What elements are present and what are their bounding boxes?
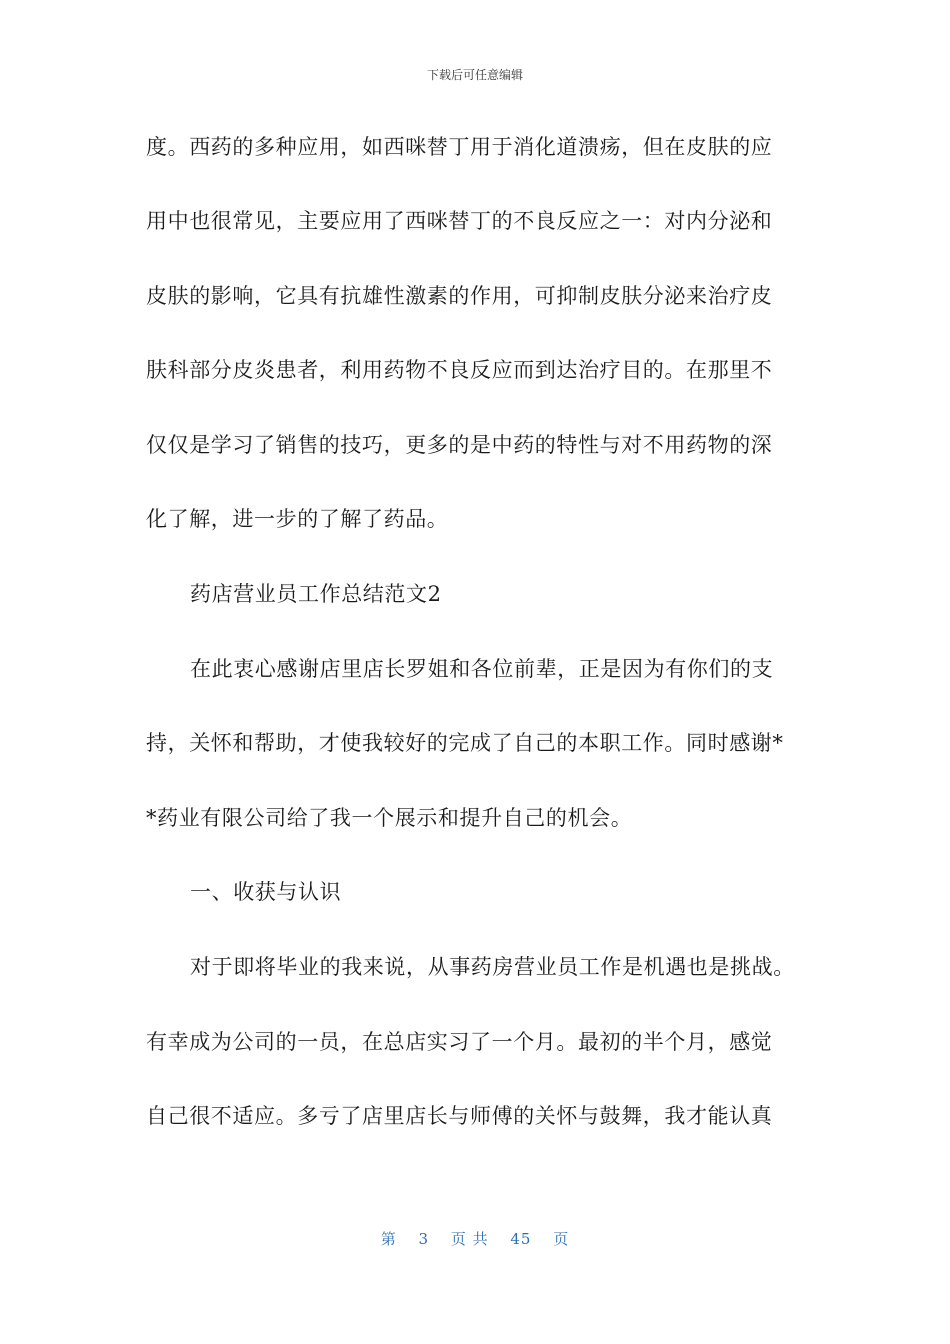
paragraph-line: 有幸成为公司的一员，在总店实习了一个月。最初的半个月，感觉	[146, 1030, 773, 1054]
paragraph-line: 仅仅是学习了销售的技巧，更多的是中药的特性与对不用药物的深	[146, 433, 773, 457]
page-header: 下载后可任意编辑	[426, 68, 523, 82]
section-title: 药店营业员工作总结范文2	[190, 582, 442, 606]
paragraph-line: 在此衷心感谢店里店长罗姐和各位前辈，正是因为有你们的支	[190, 657, 774, 681]
paragraph-line: *药业有限公司给了我一个展示和提升自己的机会。	[146, 806, 633, 830]
paragraph-line: 对于即将毕业的我来说，从事药房营业员工作是机遇也是挑战。	[190, 955, 795, 979]
footer-middle: 页 共	[450, 1230, 489, 1248]
current-page-number: 3	[418, 1230, 430, 1248]
paragraph-line: 皮肤的影响，它具有抗雄性激素的作用，可抑制皮肤分泌来治疗皮	[146, 284, 773, 308]
paragraph-line: 持，关怀和帮助，才使我较好的完成了自己的本职工作。同时感谢*	[146, 731, 784, 755]
paragraph-line: 度。西药的多种应用，如西咪替丁用于消化道溃疡，但在皮肤的应	[146, 135, 773, 159]
paragraph-line: 用中也很常见，主要应用了西咪替丁的不良反应之一：对内分泌和	[146, 209, 773, 233]
footer-suffix: 页	[553, 1230, 570, 1248]
paragraph-line: 自己很不适应。多亏了店里店长与师傅的关怀与鼓舞，我才能认真	[146, 1104, 773, 1128]
total-page-number: 45	[510, 1230, 532, 1248]
page-footer	[0, 1228, 950, 1249]
paragraph-line: 肤科部分皮炎患者，利用药物不良反应而到达治疗目的。在那里不	[146, 358, 773, 382]
section-heading: 一、收获与认识	[190, 880, 342, 904]
footer-prefix: 第	[380, 1230, 397, 1248]
paragraph-line: 化了解，进一步的了解了药品。	[146, 507, 449, 531]
